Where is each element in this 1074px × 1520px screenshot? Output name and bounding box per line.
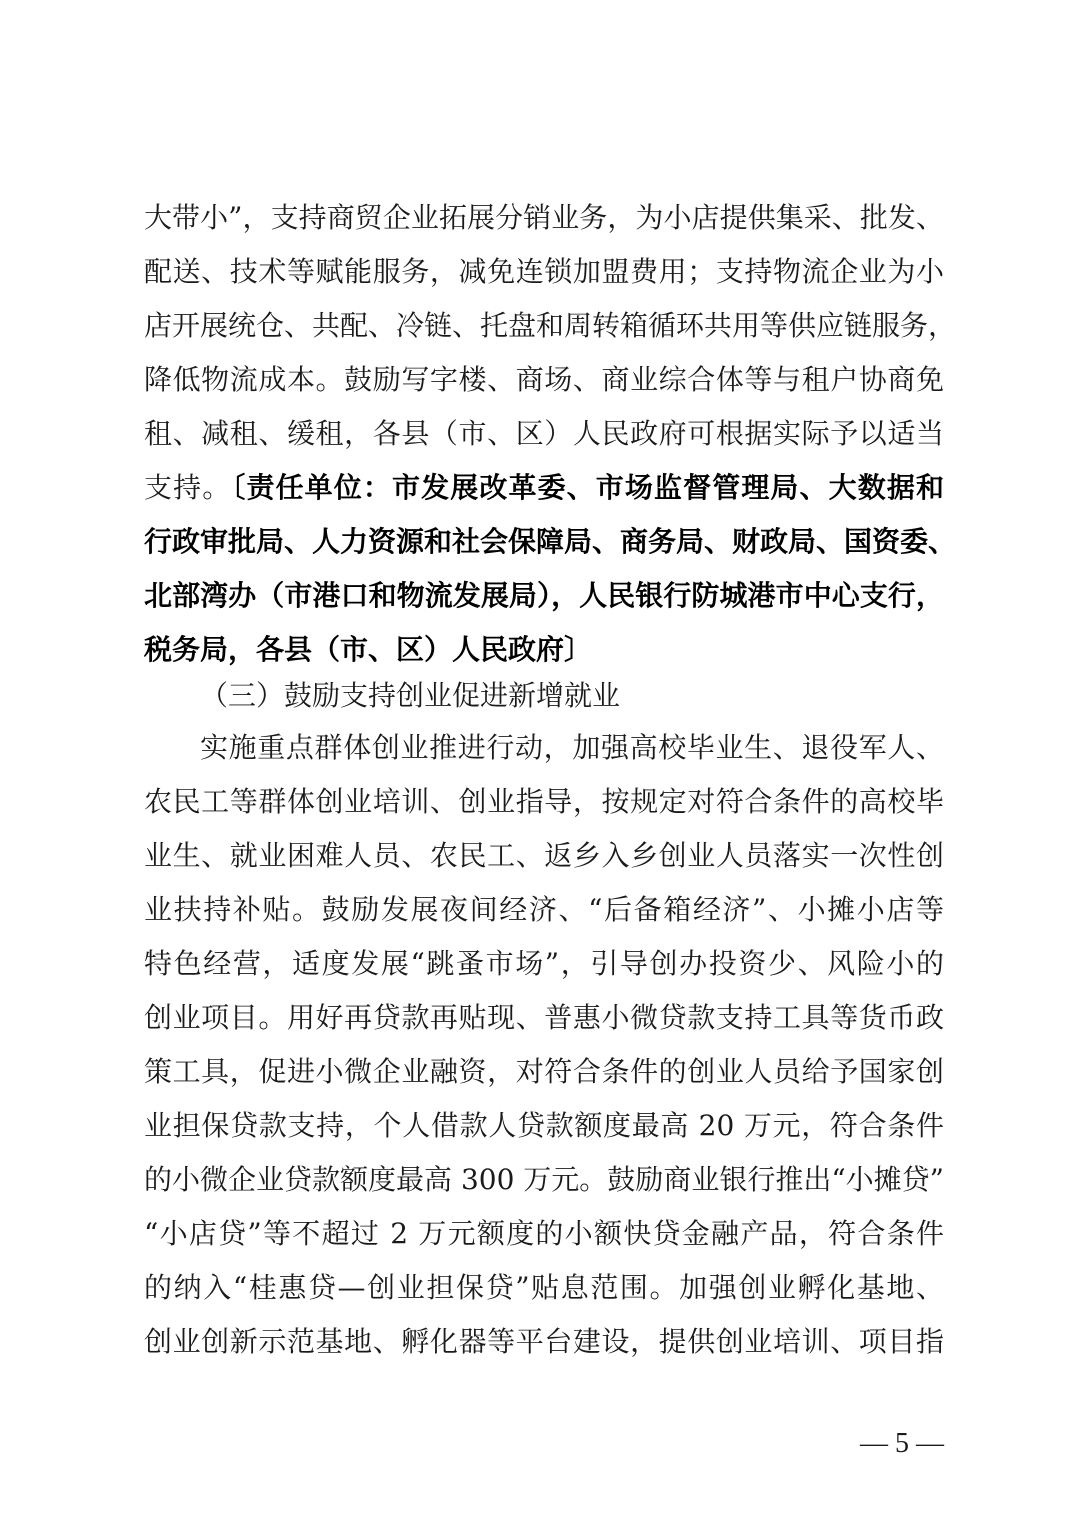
section-line: 实施重点群体创业推进行动，加强高校毕业生、退役军人、 <box>200 731 944 764</box>
section-line: 的纳入“桂惠贷—创业担保贷”贴息范围。加强创业孵化基地、 <box>144 1271 944 1304</box>
responsibility-line: 税务局，各县（市、区）人民政府〕 <box>144 633 593 666</box>
section-line: 业生、就业困难人员、农民工、返乡入乡创业人员落实一次性创 <box>144 839 944 872</box>
section-line: “小店贷”等不超过 2 万元额度的小额快贷金融产品，符合条件 <box>144 1217 944 1250</box>
section-line: 业扶持补贴。鼓励发展夜间经济、“后备箱经济”、小摊小店等 <box>144 893 944 926</box>
body-line-with-responsibility <box>144 462 944 514</box>
body-line: 配送、技术等赋能服务，减免连锁加盟费用；支持物流企业为小 <box>144 255 944 288</box>
responsibility-line: 北部湾办（市港口和物流发展局），人民银行防城港市中心支行， <box>144 579 944 612</box>
section-line: 农民工等群体创业培训、创业指导，按规定对符合条件的高校毕 <box>144 785 944 818</box>
body-line: 租、减租、缓租，各县（市、区）人民政府可根据实际予以适当 <box>144 417 944 450</box>
section-line: 特色经营，适度发展“跳蚤市场”，引导创办投资少、风险小的 <box>144 947 944 980</box>
section-line: 的小微企业贷款额度最高 300 万元。鼓励商业银行推出“小摊贷” <box>144 1163 944 1196</box>
responsibility-line: 行政审批局、人力资源和社会保障局、商务局、财政局、国资委、 <box>144 525 957 558</box>
body-line: 降低物流成本。鼓励写字楼、商场、商业综合体等与租户协商免 <box>144 363 944 396</box>
responsibility-units: 〔责任单位：市发展改革委、市场监督管理局、大数据和 <box>231 471 944 504</box>
section-heading: （三）鼓励支持创业促进新增就业 <box>200 679 621 712</box>
section-line: 创业项目。用好再贷款再贴现、普惠小微贷款支持工具等货币政 <box>144 1001 944 1034</box>
body-line: 大带小”，支持商贸企业拓展分销业务，为小店提供集采、批发、 <box>144 201 944 234</box>
body-line: 店开展统仓、共配、冷链、托盘和周转箱循环共用等供应链服务， <box>144 309 957 342</box>
body-line-text: 支持。 <box>144 471 232 504</box>
section-line: 业担保贷款支持，个人借款人贷款额度最高 20 万元，符合条件 <box>144 1109 944 1142</box>
section-line: 创业创新示范基地、孵化器等平台建设，提供创业培训、项目指 <box>144 1325 944 1358</box>
page-number: — 5 — <box>860 1428 944 1459</box>
section-line: 策工具，促进小微企业融资，对符合条件的创业人员给予国家创 <box>144 1055 944 1088</box>
